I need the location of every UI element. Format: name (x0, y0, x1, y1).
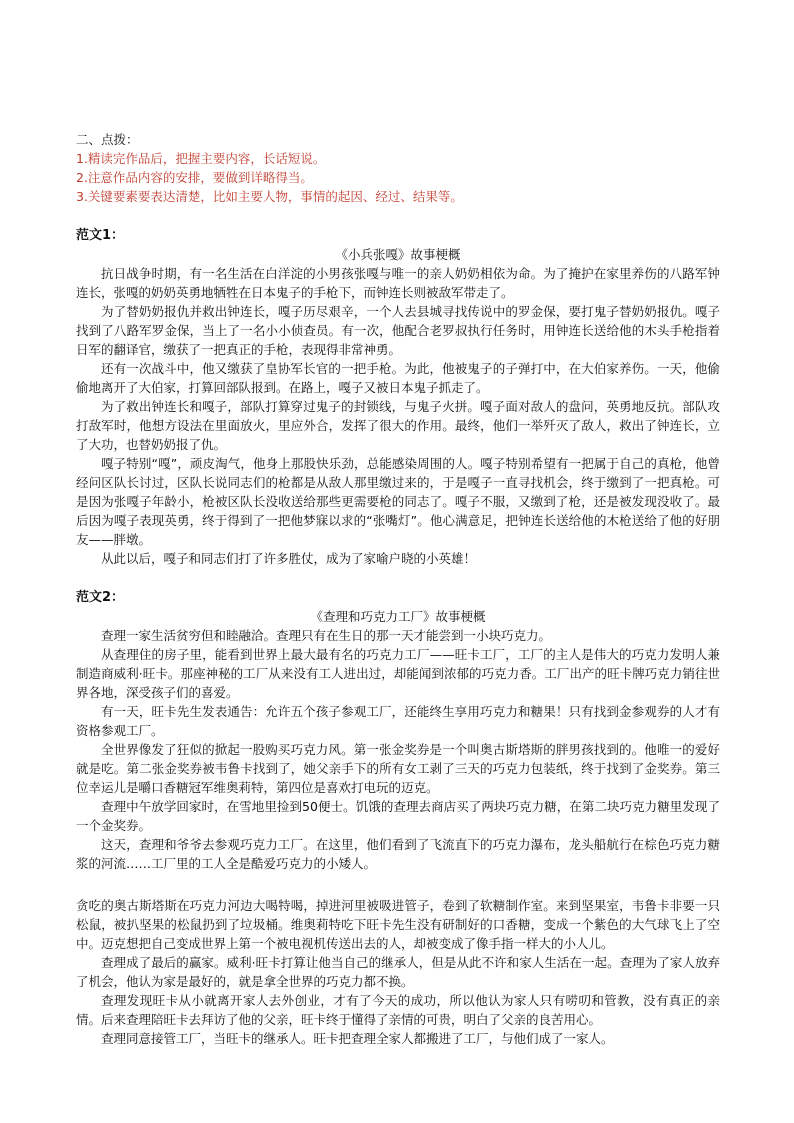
document-page (76, 130, 720, 1048)
sample-2-paragraph: 查理同意接管工厂，当旺卡的继承人。旺卡把查理全家人都搬进了工厂，与他们成了一家人。 (101, 1031, 614, 1046)
sample-2-paragraph: 有一天，旺卡先生发表通告：允许五个孩子参观工厂，还能终生享用巧克力和糖果！只有找到金参观券的人才有资格参观工厂。 (76, 704, 720, 738)
sample-1-heading: 范文1： (76, 228, 125, 243)
sample-1-paragraph: 抗日战争时期，有一名生活在白洋淀的小男孩张嘎与唯一的亲人奶奶相依为命。为了掩护在家里养伤的八路军钟连长，张嘎的奶奶英勇地牺牲在日本鬼子的手枪下，而钟连长则被敌军带走了。 (76, 266, 720, 300)
sample-1-paragraph: 还有一次战斗中，他又缴获了皇协军长官的一把手枪。为此，他被鬼子的子弹打中，在大伯家养伤。一天，他偷偷地离开了大伯家，打算回部队报到。在路上，嘎子又被日本鬼子抓走了。 (76, 361, 720, 395)
sample-1-paragraph: 嘎子特别“嘎”，顽皮淘气，他身上那股快乐劲，总能感染周围的人。嘎子特别希望有一把属于自己的真枪，他曾经问区队长讨过，区队长说同志们的枪都是从敌人那里缴过来的，于是嘎子一直寻找机会，终于缴到了一把真枪。可是因为张嘎子年龄小，枪被区队长没收送给那些更需要枪的同志了。嘎子不服，又缴到了枪，还是被发现没收了。最后因为嘎子表现英勇，终于得到了一把他梦寐以求的“张嘴灯”。他心满意足，把钟连长送给他的木枪送给了他的好朋友——胖墩。 (76, 456, 720, 547)
sample-2-paragraph: 查理一家生活贫穷但和睦融洽。查理只有在生日的那一天才能尝到一小块巧克力。 (101, 628, 552, 643)
sample-2-title: 《查理和巧克力工厂》故事梗概 (310, 609, 486, 624)
tip-item-2: 2.注意作品内容的安排，要做到详略得当。 (76, 170, 313, 185)
sample-2-paragraph: 从查理住的房子里，能看到世界上最大最有名的巧克力工厂——旺卡工厂，工厂的主人是伟大的巧克力发明人兼制造商威利·旺卡。那座神秘的工厂从来没有工人进出过，却能闻到浓郁的巧克力香。工厂出产的旺卡牌巧克力销往世界各地，深受孩子们的喜爱。 (76, 647, 720, 700)
sample-2-paragraph: 查理中午放学回家时，在雪地里捡到50便士。饥饿的查理去商店买了两块巧克力糖，在第二块巧克力糖里发现了一个金奖券。 (76, 799, 720, 833)
tip-item-1: 1.精读完作品后，把握主要内容，长话短说。 (76, 151, 326, 166)
sample-2-paragraph: 查理发现旺卡从小就离开家人去外创业，才有了今天的成功，所以他认为家人只有唠叨和管教，没有真正的亲情。后来查理陪旺卡去拜访了他的父亲，旺卡终于懂得了亲情的可贵，明白了父亲的良苦用心。 (76, 993, 720, 1027)
sample-2-paragraph: 这天，查理和爷爷去参观巧克力工厂。在这里，他们看到了飞流直下的巧克力瀑布，龙头船航行在棕色巧克力糖浆的河流……工厂里的工人全是酷爱巧克力的小矮人。 (76, 837, 720, 871)
sample-2-paragraph: 贪吃的奥古斯塔斯在巧克力河边大喝特喝，掉进河里被吸进管子，卷到了软糖制作室。来到坚果室，韦鲁卡非要一只松鼠，被扒坚果的松鼠扔到了垃圾桶。维奥莉特吃下旺卡先生没有研制好的口香糖，变成一个紫色的大气球飞上了空中。迈克想把自己变成世界上第一个被电视机传送出去的人，却被变成了像手指一样大的小人儿。 (76, 898, 720, 951)
sample-2-section (76, 588, 720, 1048)
tip-item-3: 3.关键要素要表达清楚，比如主要人物，事情的起因、经过、结果等。 (76, 189, 463, 204)
tips-section (76, 130, 720, 206)
sample-1-paragraph: 为了救出钟连长和嘎子，部队打算穿过鬼子的封锁线，与鬼子火拼。嘎子面对敌人的盘问，英勇地反抗。部队攻打敌军时，他想方设法在里面放火，里应外合，发挥了很大的作用。最终，他们一举歼灭了敌人，救出了钟连长，立了大功，也替奶奶报了仇。 (76, 399, 720, 452)
sample-2-heading: 范文2： (76, 590, 125, 605)
sample-2-paragraph: 查理成了最后的赢家。威利·旺卡打算让他当自己的继承人，但是从此不许和家人生活在一起。查理为了家人放弃了机会，他认为家是最好的，就是拿全世界的巧克力都不换。 (76, 955, 720, 989)
sample-1-paragraph: 为了替奶奶报仇并救出钟连长，嘎子历尽艰辛，一个人去县城寻找传说中的罗金保，要打鬼子替奶奶报仇。嘎子找到了八路军罗金保，当上了一名小小侦查员。有一次，他配合老罗叔执行任务时，用钟连长送给他的木头手枪指着日军的翻译官，缴获了一把真正的手枪，表现得非常神勇。 (76, 304, 720, 357)
sample-2-paragraph: 全世界像发了狂似的掀起一股购买巧克力风。第一张金奖券是一个叫奥古斯塔斯的胖男孩找到的。他唯一的爱好就是吃。第二张金奖券被韦鲁卡找到了，她父亲手下的所有女工剥了三天的巧克力包装纸，终于找到了金奖券。第三位幸运儿是嚼口香糖冠军维奥莉特，第四位是喜欢打电玩的迈克。 (76, 742, 720, 795)
sample-1-title: 《小兵张嘎》故事梗概 (335, 247, 461, 262)
tips-heading: 二、点拨： (76, 132, 139, 147)
sample-1-section (76, 226, 720, 568)
sample-1-paragraph: 从此以后，嘎子和同志们打了许多胜仗，成为了家喻户晓的小英雄！ (101, 551, 477, 566)
